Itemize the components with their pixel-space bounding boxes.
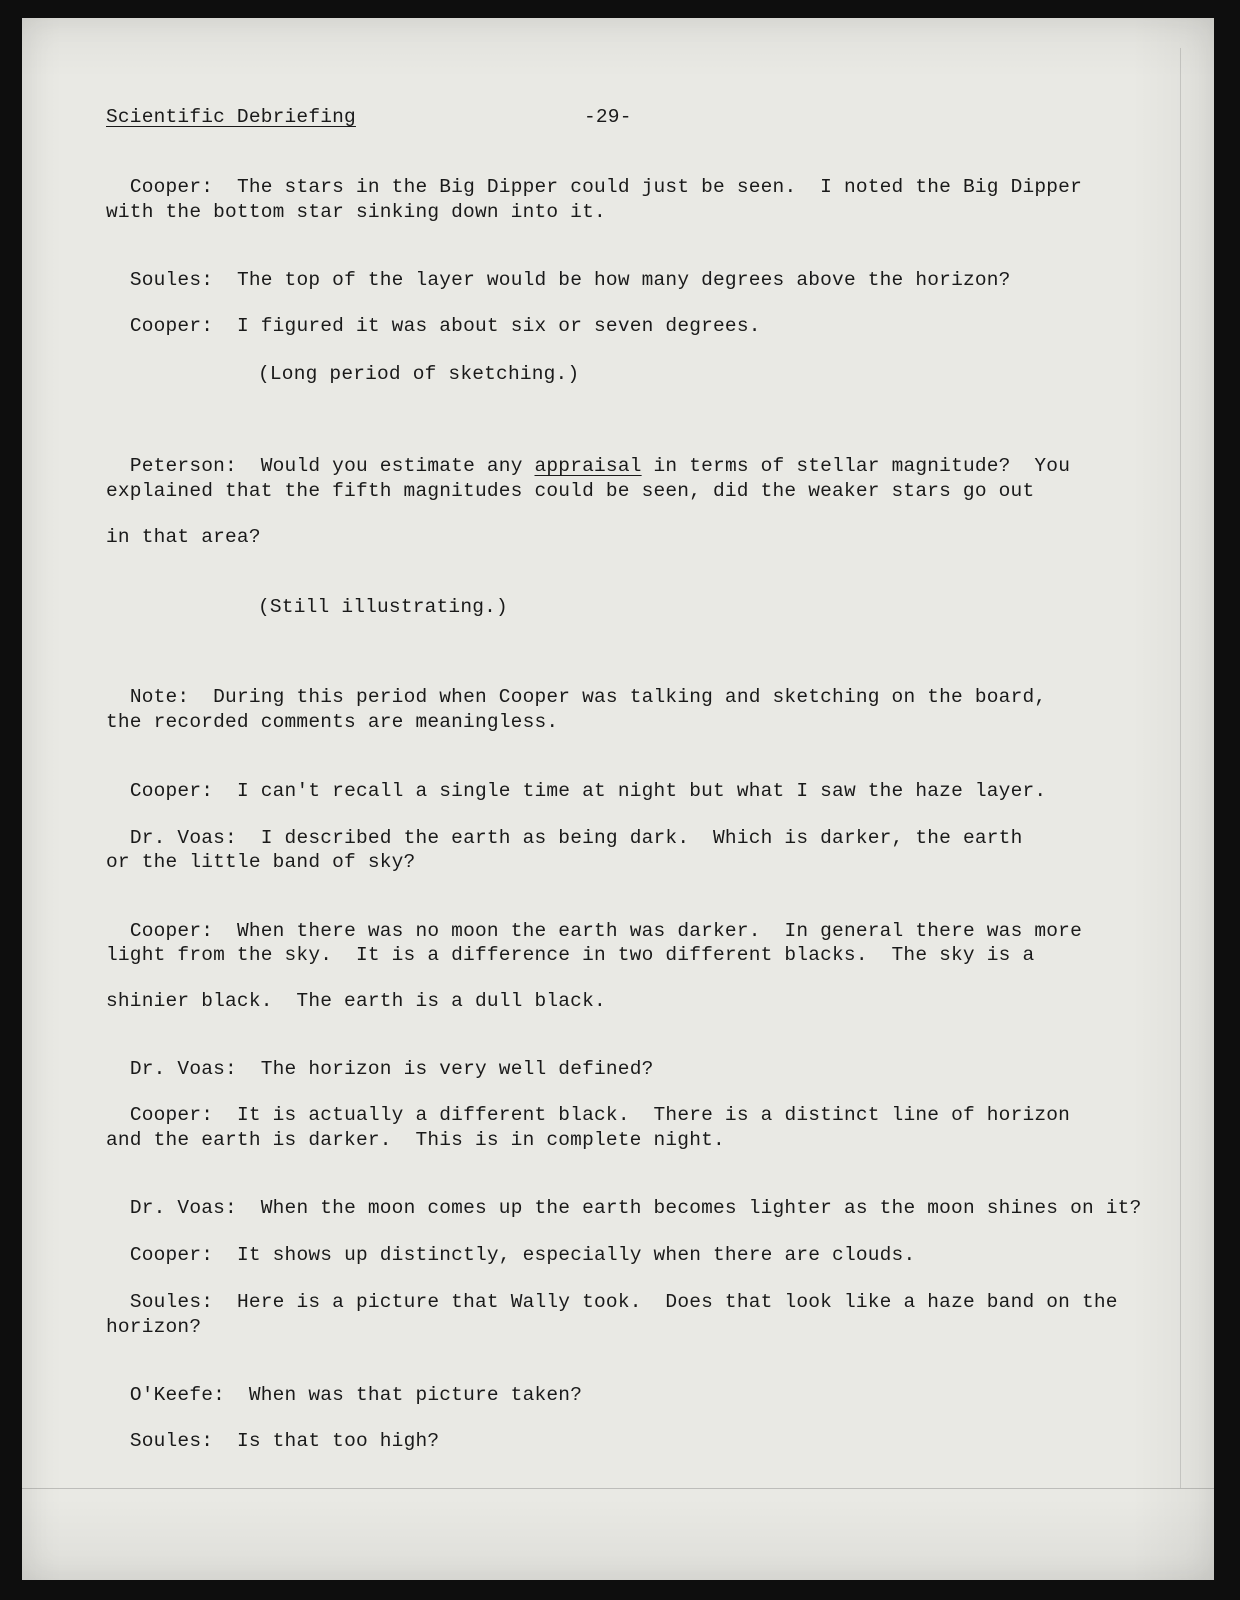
- speaker-label: Dr. Voas:: [129, 827, 237, 849]
- dialogue-text: It shows up distinctly, especially when there are clouds.: [236, 1244, 916, 1266]
- speaker-label: Cooper:: [129, 1244, 214, 1266]
- dialogue-text: in terms of stellar magnitude? You: [641, 455, 1071, 477]
- dialogue-text: When the moon comes up the earth becomes lighter as the moon shines on it?: [260, 1197, 1142, 1219]
- stage-direction: (Long period of sketching.): [258, 363, 580, 385]
- underlined-word: appraisal: [534, 455, 642, 477]
- page-edge-line: [1180, 48, 1181, 1488]
- dialogue-text: I described the earth as being dark. Which is darker, the earth: [260, 827, 1023, 849]
- transcript-line: horizon?: [106, 1316, 202, 1338]
- transcript-line: [106, 1269, 1118, 1313]
- transcript-line: [106, 1362, 582, 1406]
- page-bottom-line: [22, 1488, 1214, 1489]
- speaker-label: Note:: [129, 686, 190, 708]
- speaker-label: Cooper:: [129, 920, 214, 942]
- dialogue-text: Would you estimate any: [260, 455, 535, 477]
- transcript-line: light from the sky. It is a difference in two different blacks. The sky is a: [106, 944, 1035, 966]
- speaker-label: O'Keefe:: [129, 1384, 226, 1406]
- transcript-line: [106, 898, 1082, 942]
- transcript-line: shinier black. The earth is a dull black.: [106, 990, 606, 1012]
- dialogue-text: When there was no moon the earth was darker. In general there was more: [236, 920, 1082, 942]
- stage-direction: (Still illustrating.): [258, 596, 508, 618]
- dialogue-text: The top of the layer would be how many degrees above the horizon?: [236, 269, 1011, 291]
- speaker-label: Cooper:: [129, 780, 214, 802]
- transcript-line: with the bottom star sinking down into it.: [106, 201, 606, 223]
- transcript-line: [106, 433, 1070, 477]
- transcript-line: explained that the fifth magnitudes could be seen, did the weaker stars go out: [106, 480, 1035, 502]
- transcript-line: [106, 805, 1022, 849]
- transcript-line: [106, 293, 761, 337]
- transcript-line: [106, 154, 1082, 198]
- dialogue-text: I can't recall a single time at night but what I saw the haze layer.: [236, 780, 1047, 802]
- speaker-label: Soules:: [129, 269, 214, 291]
- speaker-label: Soules:: [129, 1430, 214, 1452]
- transcript-line: [106, 1082, 1070, 1126]
- transcript-line: [106, 1036, 654, 1080]
- dialogue-text: When was that picture taken?: [248, 1384, 583, 1406]
- speaker-label: Dr. Voas:: [129, 1058, 237, 1080]
- transcript-line: and the earth is darker. This is in complete night.: [106, 1129, 725, 1151]
- dialogue-text: During this period when Cooper was talking and sketching on the board,: [213, 686, 1047, 708]
- dialogue-text: Is that too high?: [236, 1430, 440, 1452]
- page-number: -29-: [584, 106, 632, 128]
- speaker-label: Dr. Voas:: [129, 1197, 237, 1219]
- transcript-line: [106, 664, 1046, 708]
- transcript-line: [106, 247, 1011, 291]
- transcript-line: [106, 1175, 1142, 1219]
- transcript-line: [106, 1222, 915, 1266]
- transcript-line: [106, 758, 1046, 802]
- dialogue-text: The horizon is very well defined?: [260, 1058, 654, 1080]
- dialogue-text: Here is a picture that Wally took. Does that look like a haze band on the: [236, 1291, 1118, 1313]
- speaker-label: Peterson:: [129, 455, 237, 477]
- speaker-label: Soules:: [129, 1291, 214, 1313]
- transcript-line: the recorded comments are meaningless.: [106, 711, 559, 733]
- speaker-label: Cooper:: [129, 1104, 214, 1126]
- document-title: Scientific Debriefing: [106, 106, 356, 128]
- speaker-label: Cooper:: [129, 315, 214, 337]
- transcript-line: in that area?: [106, 526, 261, 548]
- dialogue-text: It is actually a different black. There is a distinct line of horizon: [236, 1104, 1071, 1126]
- dialogue-text: The stars in the Big Dipper could just be seen. I noted the Big Dipper: [236, 176, 1082, 198]
- transcript-line: or the little band of sky?: [106, 851, 416, 873]
- transcript-line: [106, 1408, 439, 1452]
- speaker-label: Cooper:: [129, 176, 214, 198]
- dialogue-text: I figured it was about six or seven degrees.: [236, 315, 761, 337]
